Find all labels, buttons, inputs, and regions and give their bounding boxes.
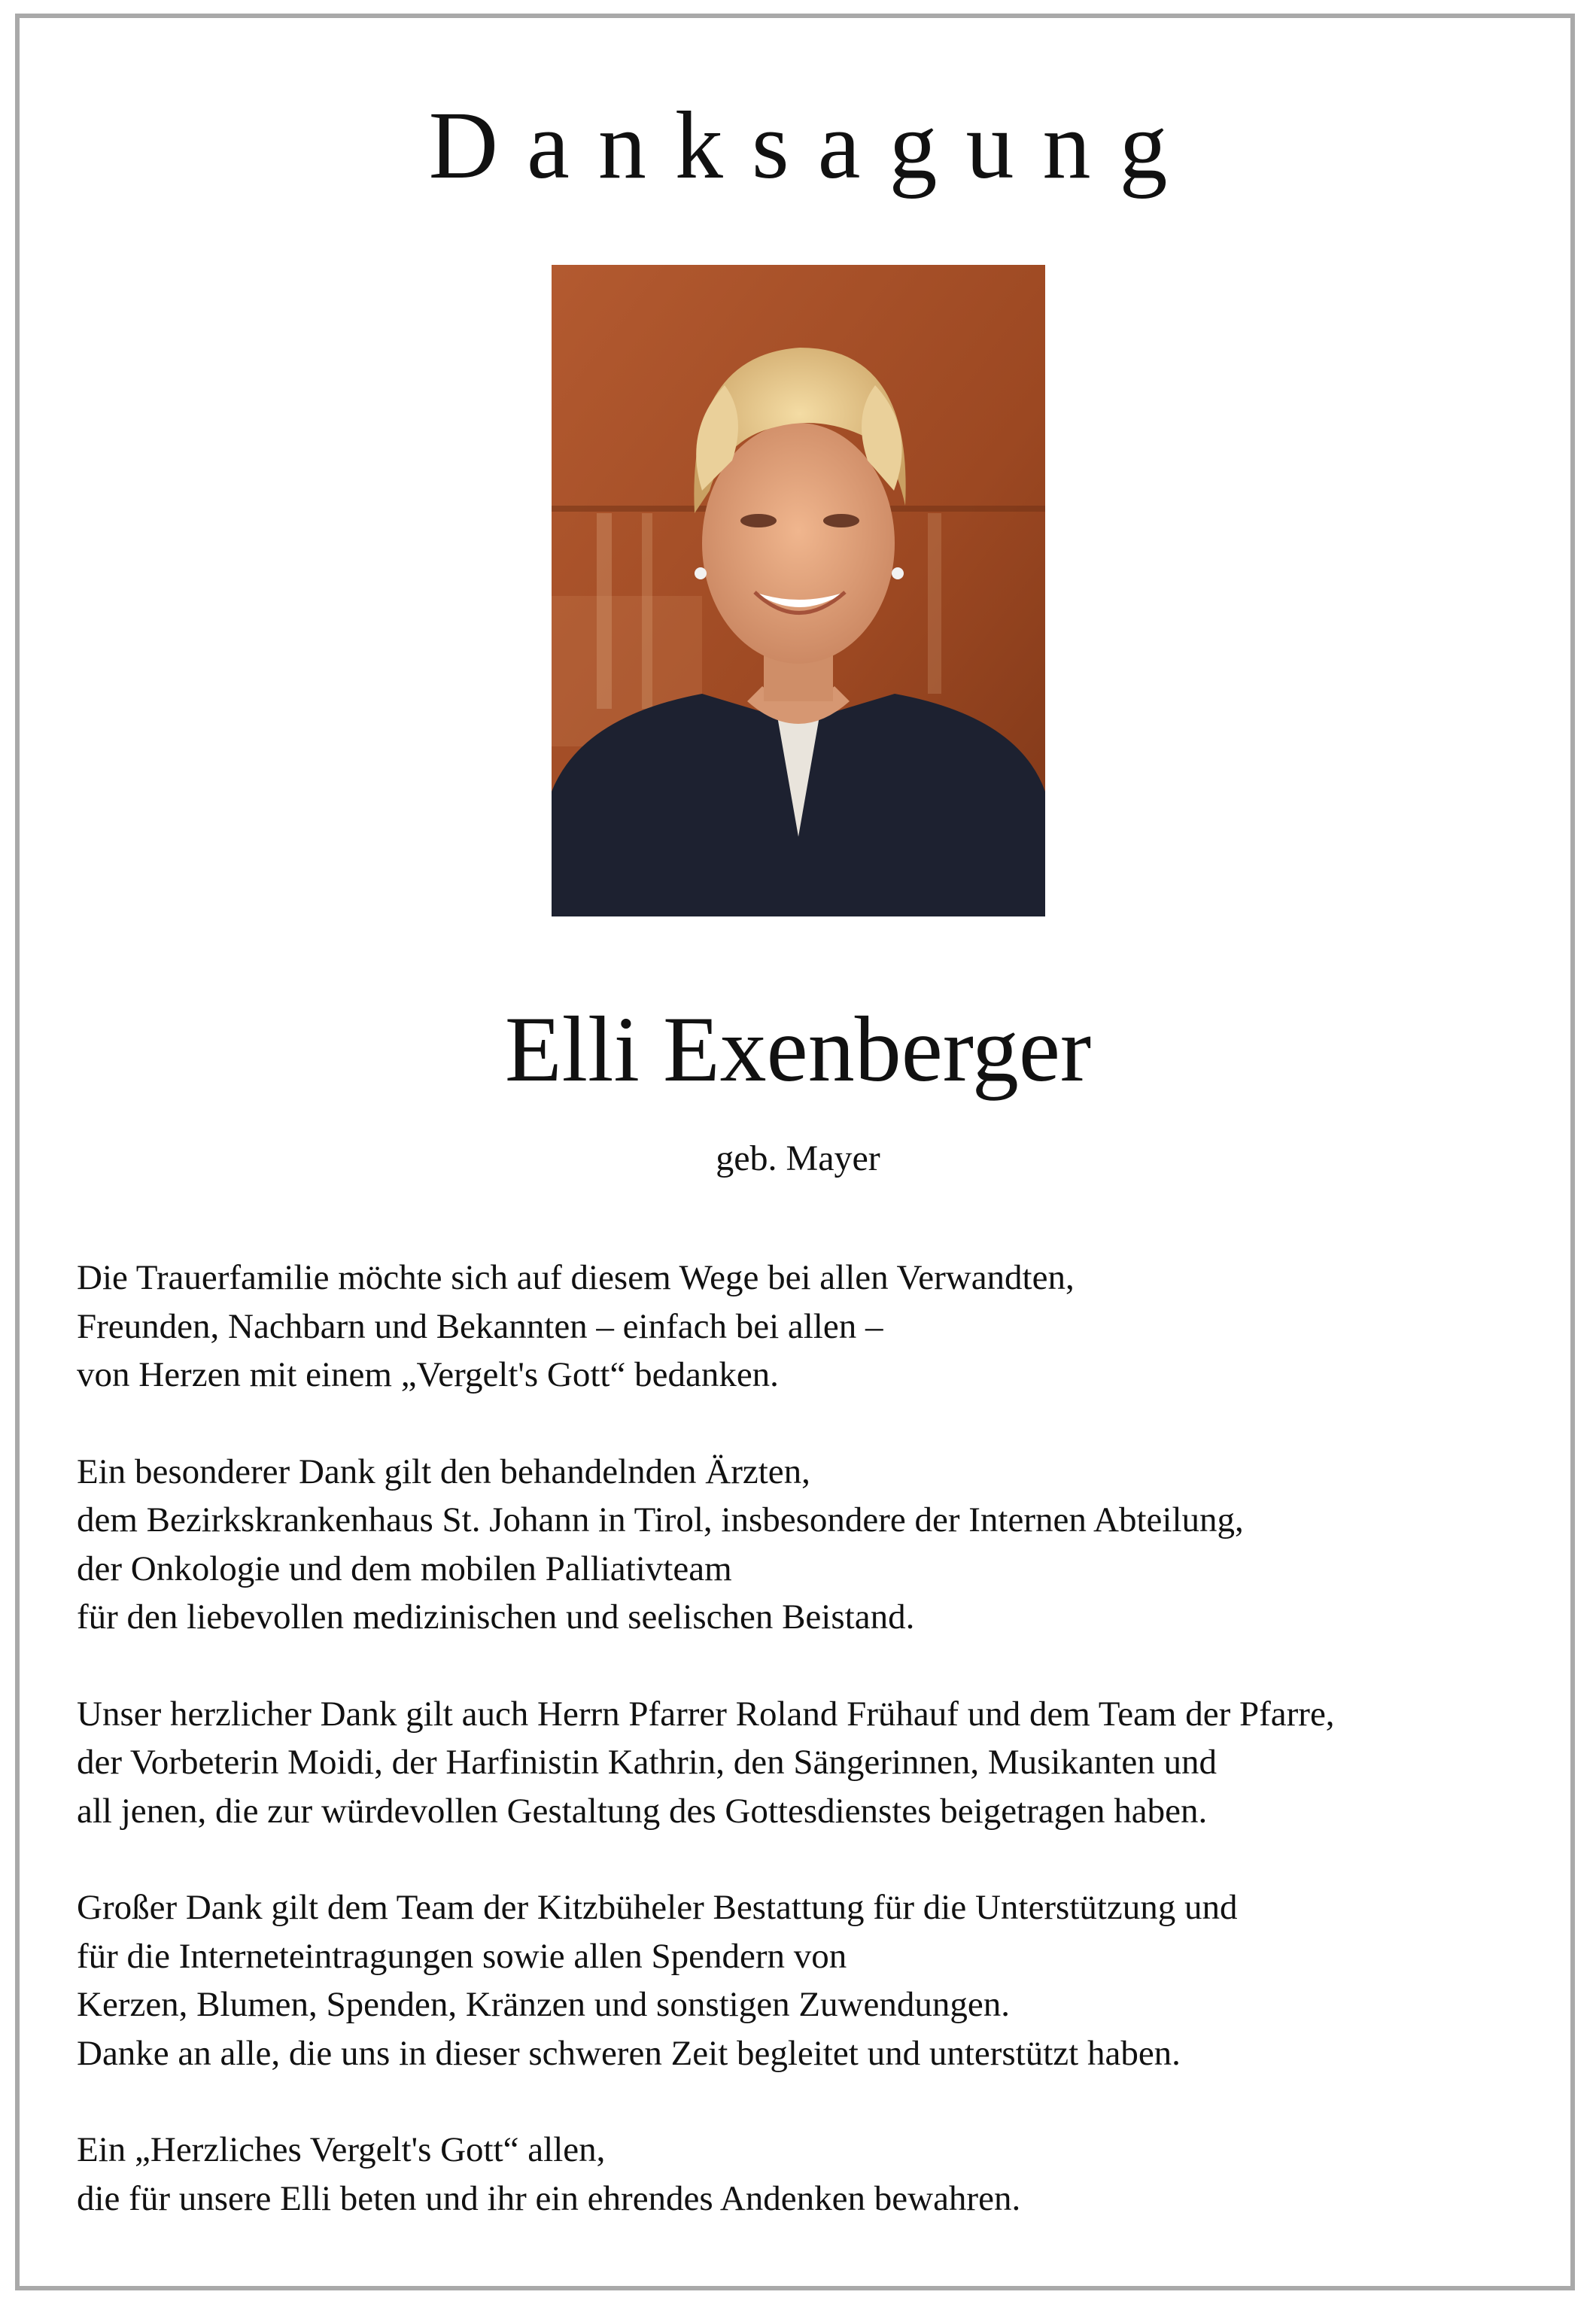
page-title: Danksagung	[428, 92, 1196, 199]
maiden-name: geb. Mayer	[716, 1138, 880, 1178]
paragraph-1	[77, 1254, 1574, 1400]
paragraph-5	[77, 2126, 1574, 2223]
text-line: Die Trauerfamilie möchte sich auf diesem Wege bei allen Verwandten,	[77, 1258, 1075, 1297]
text-line: der Vorbeterin Moidi, der Harfinistin Kathrin, den Sängerinnen, Musikanten und	[77, 1743, 1218, 1782]
text-line: all jenen, die zur würdevollen Gestaltung des Gottesdienstes beigetragen haben.	[77, 1791, 1208, 1831]
text-line: die für unsere Elli beten und ihr ein ehrendes Andenken bewahren.	[77, 2178, 1021, 2218]
paragraph-4	[77, 1883, 1574, 2077]
text-line: Freunden, Nachbarn und Bekannten – einfach bei allen –	[77, 1306, 883, 1346]
deceased-name: Elli Exenberger	[504, 998, 1092, 1101]
paragraph-2	[77, 1448, 1574, 1642]
text-line: Ein „Herzliches Vergelt's Gott“ allen,	[77, 2130, 606, 2169]
text-line: für die Interneteintragungen sowie allen Spendern von	[77, 1936, 847, 1976]
text-line: der Onkologie und dem mobilen Palliativteam	[77, 1549, 732, 1588]
text-line: Großer Dank gilt dem Team der Kitzbüheler Bestattung für die Unterstützung und	[77, 1888, 1238, 1927]
text-line: Unser herzlicher Dank gilt auch Herrn Pfarrer Roland Frühauf und dem Team der Pfarre,	[77, 1694, 1335, 1734]
text-line: dem Bezirkskrankenhaus St. Johann in Tirol, insbesondere der Internen Abteilung,	[77, 1500, 1244, 1539]
text-line: von Herzen mit einem „Vergelt's Gott“ bedanken.	[77, 1355, 779, 1394]
text-line: für den liebevollen medizinischen und seelischen Beistand.	[77, 1597, 915, 1637]
paragraph-3	[77, 1690, 1574, 1836]
portrait-photo	[552, 265, 1045, 916]
text-line: Danke an alle, die uns in dieser schweren Zeit begleitet und unterstützt haben.	[77, 2033, 1181, 2073]
thanks-text	[77, 1254, 1574, 2271]
text-line: Ein besonderer Dank gilt den behandelnden Ärzten,	[77, 1451, 810, 1491]
text-line: Kerzen, Blumen, Spenden, Kränzen und sonstigen Zuwendungen.	[77, 1985, 1010, 2024]
